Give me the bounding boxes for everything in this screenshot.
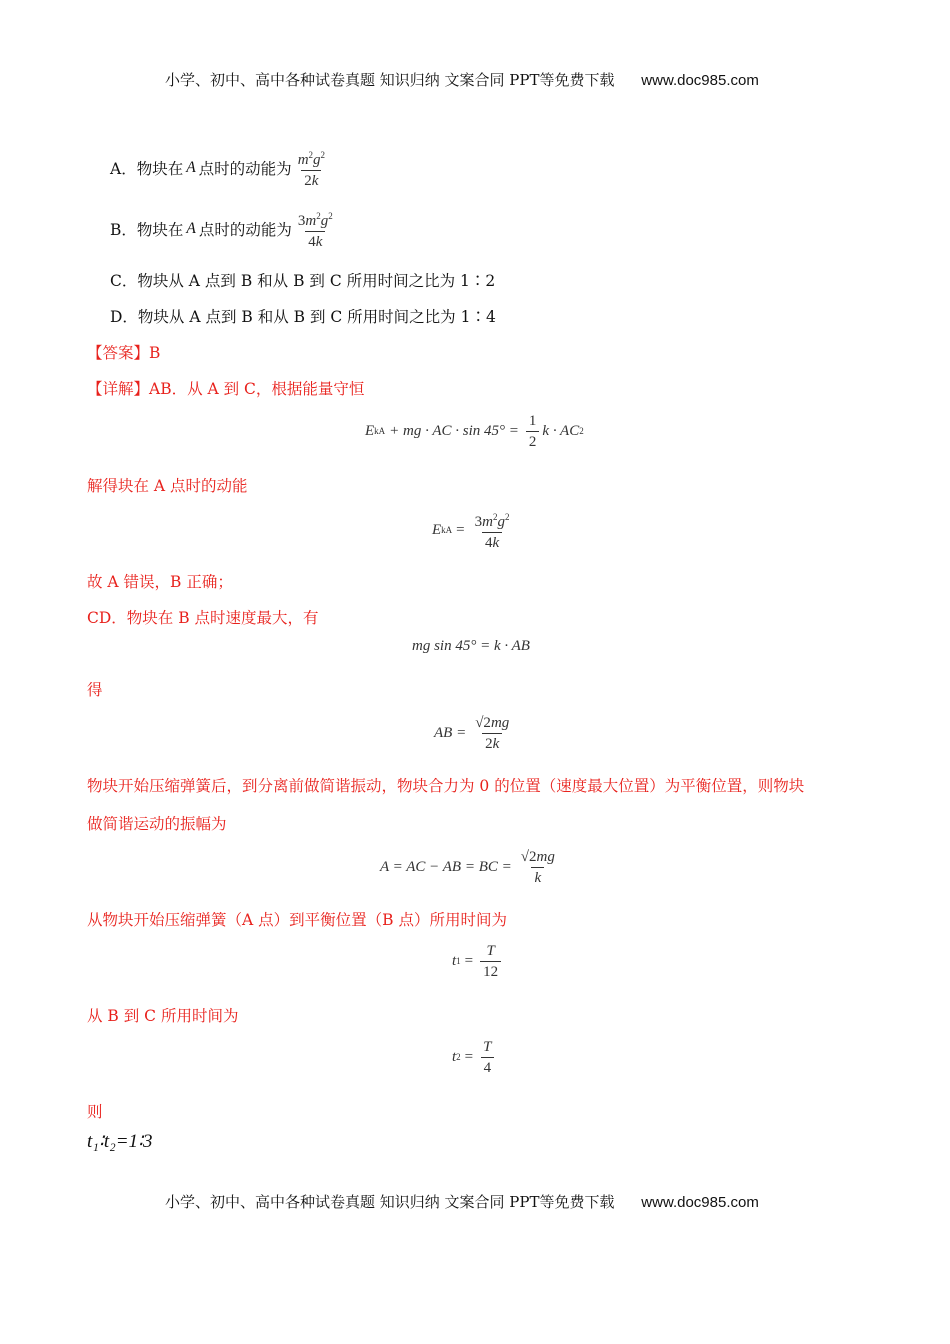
ratio-result: t₁∶t₂=1∶3 <box>87 1131 153 1152</box>
header-site-link[interactable]: www.doc985.com <box>641 72 759 89</box>
t2-num: T <box>483 1038 492 1055</box>
footer-site-link[interactable]: www.doc985.com <box>641 1194 759 1211</box>
ab-equation <box>434 708 515 758</box>
t1-den: 12 <box>480 961 501 981</box>
shm-line-2: 做简谐运动的振幅为 <box>87 815 227 833</box>
option-d: D．物块从 A 点到 B 和从 B 到 C 所用时间之比为 1∶4 <box>110 308 496 326</box>
eka-fraction: $\frac{3m^2g^2}{4k}$ <box>474 512 510 551</box>
cd-intro: CD．物块在 B 点时速度最大，有 <box>87 609 319 627</box>
option-a-formula: $\frac{m^2g^2}{2k}$ <box>297 150 326 189</box>
option-b-formula: $\frac{3m^2g^2}{4k}$ <box>297 211 333 250</box>
eka-lhs: E <box>432 521 442 538</box>
t1-equation: t 1 = $\frac{T}{12}$ <box>452 938 504 984</box>
detail-intro: 【详解】AB．从 A 到 C，根据能量守恒 <box>87 380 365 398</box>
option-b-var: A <box>186 220 196 237</box>
de-text: 得 <box>87 681 103 699</box>
force-equation: mg sin 45° = k · AB <box>412 638 530 654</box>
t1-text: 从物块开始压缩弹簧（A 点）到平衡位置（B 点）所用时间为 <box>87 911 507 929</box>
t1-num: T <box>486 942 495 959</box>
eka-equation: E kA = $\frac{3m^2g^2}{4k}$ <box>432 508 515 552</box>
header-text: 小学、初中、高中各种试卷真题 知识归纳 文案合同 PPT等免费下载 <box>165 71 615 89</box>
option-a-text: 点时的动能为 <box>198 160 292 178</box>
amp-fraction: $\frac{√2mg}{k}$ <box>520 848 555 886</box>
option-b-label: B．物块在 <box>110 221 184 239</box>
amplitude-equation <box>380 843 561 891</box>
page-footer <box>165 1191 759 1212</box>
option-a-label: A．物块在 <box>110 160 184 178</box>
answer-label: 【答案】B <box>87 344 161 362</box>
ab-fraction: $\frac{√2mg}{2k}$ <box>475 714 510 752</box>
t2-text: 从 B 到 C 所用时间为 <box>87 1007 239 1025</box>
option-c: C．物块从 A 点到 B 和从 B 到 C 所用时间之比为 1∶2 <box>110 272 496 290</box>
option-a-var: A <box>186 159 196 176</box>
energy-mid: + mg · AC · sin 45° = <box>389 422 519 439</box>
solve-eka-text: 解得块在 A 点时的动能 <box>87 477 248 495</box>
energy-lhs: E <box>365 422 375 439</box>
shm-line-1: 物块开始压缩弹簧后，到分离前做简谐振动，物块合力为 0 的位置（速度最大位置）为平衡位置，则物块 <box>87 777 805 795</box>
t2-equation: t 2 = $\frac{T}{4}$ <box>452 1034 497 1080</box>
half-fraction: $\frac{1}{2}$ <box>526 412 540 451</box>
energy-equation: E kA + mg · AC · sin 45° = $\frac{1}{2}$ k · AC 2 <box>365 412 584 450</box>
footer-text: 小学、初中、高中各种试卷真题 知识归纳 文案合同 PPT等免费下载 <box>165 1193 615 1211</box>
t1-fraction <box>480 942 501 981</box>
t2-den: 4 <box>481 1057 495 1077</box>
option-a <box>110 146 331 190</box>
option-b-text: 点时的动能为 <box>198 221 292 239</box>
t1-lhs: t <box>452 952 457 969</box>
ab-conclusion: 故 A 错误，B 正确； <box>87 573 233 591</box>
page-header <box>165 69 759 90</box>
t2-fraction <box>480 1038 494 1077</box>
ab-lhs: AB = <box>434 724 467 741</box>
t2-lhs: t <box>452 1048 457 1065</box>
then-text: 则 <box>87 1103 103 1121</box>
option-b <box>110 207 339 251</box>
amp-lhs: A = AC − AB = BC = <box>380 858 512 875</box>
energy-rhs: k · AC <box>542 422 580 439</box>
